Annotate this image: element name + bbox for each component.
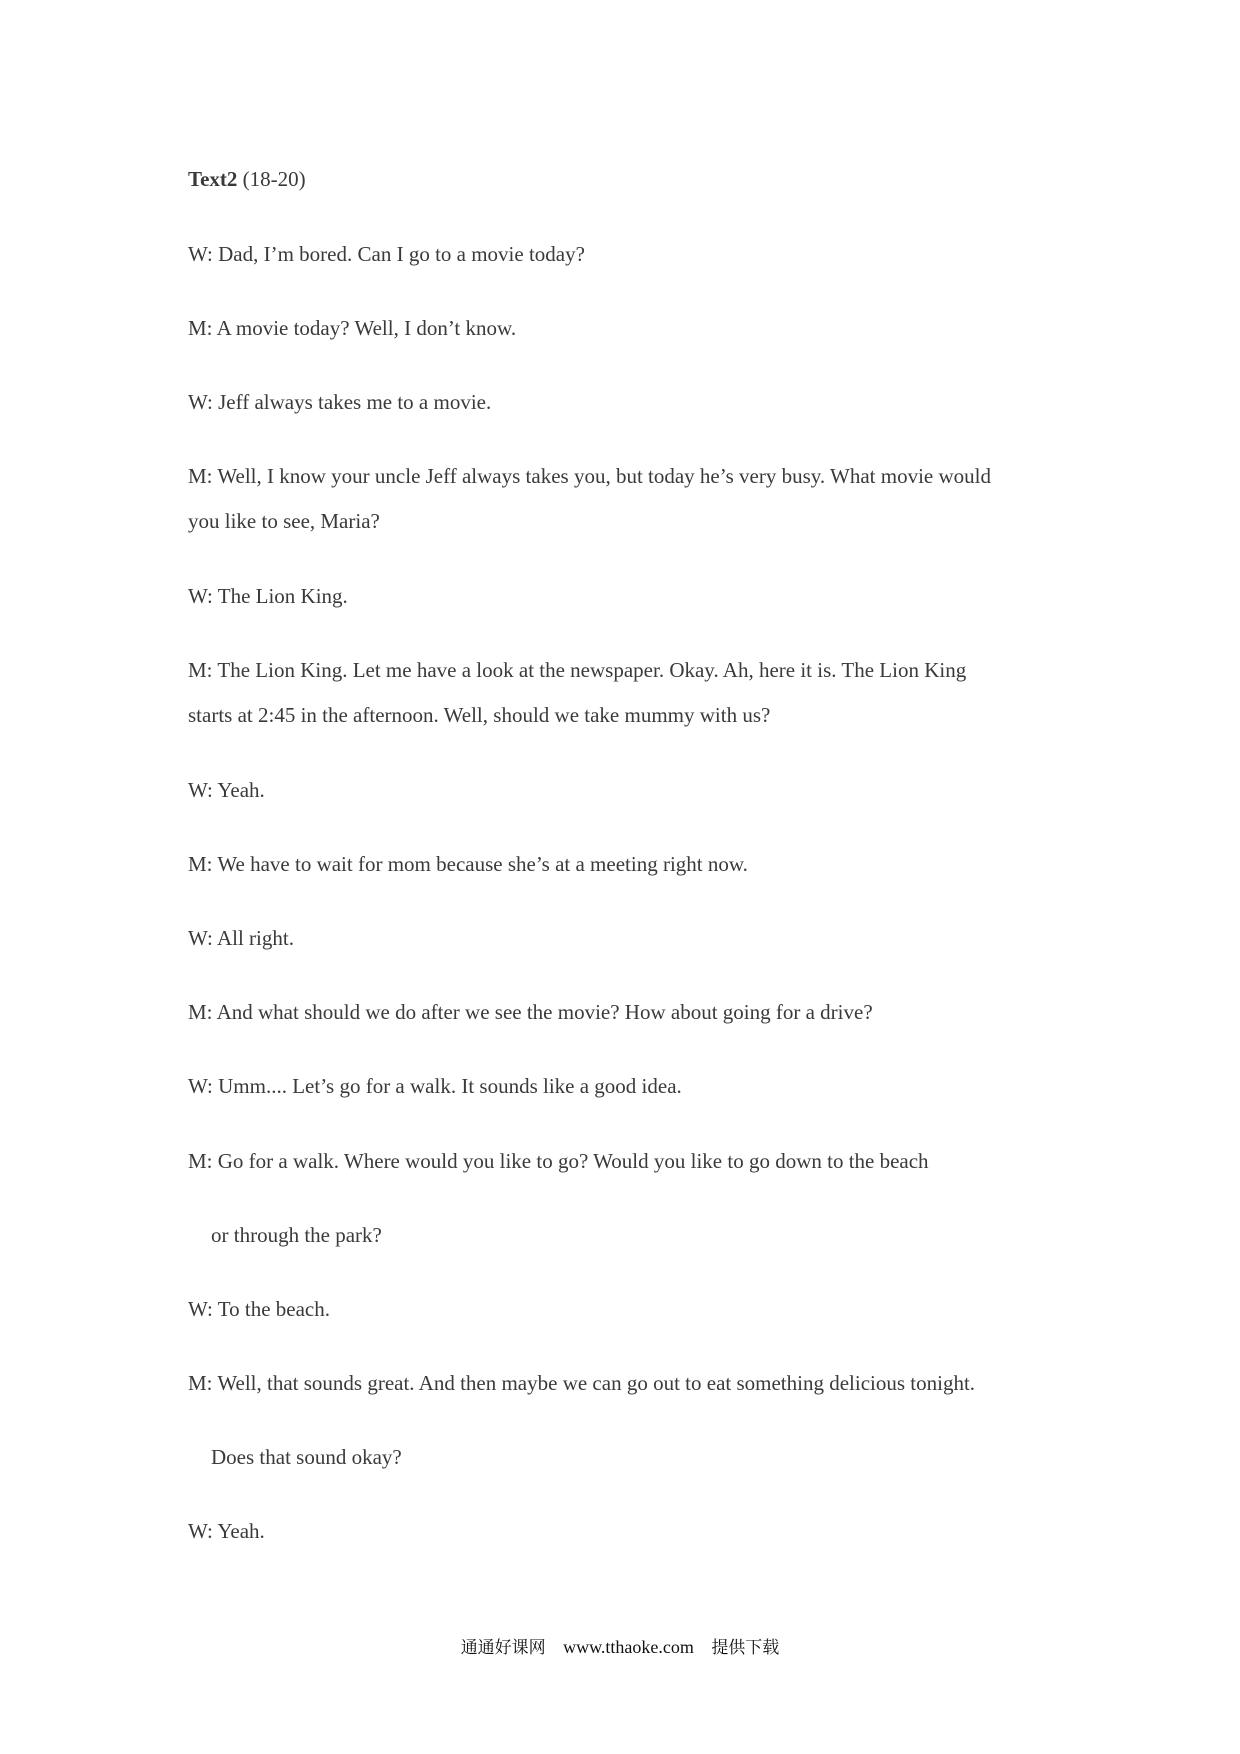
dialogue-line-continuation: Does that sound okay? xyxy=(211,1445,402,1469)
dialogue-line: M: Well, I know your uncle Jeff always takes you, but today he’s very busy. What movie would xyxy=(188,464,991,488)
dialogue-line: W: All right. xyxy=(188,926,294,950)
dialogue-line: W: Dad, I’m bored. Can I go to a movie today? xyxy=(188,242,585,266)
footer-suffix: 提供下载 xyxy=(711,1638,780,1658)
dialogue-line: M: Go for a walk. Where would you like to go? Would you like to go down to the beach xyxy=(188,1149,929,1173)
dialogue-line: W: Yeah. xyxy=(188,1519,265,1543)
heading-range: (18-20) xyxy=(237,167,306,191)
page-footer xyxy=(0,1633,1240,1658)
footer-site-name: 通通好课网 xyxy=(460,1638,546,1658)
dialogue-line: W: To the beach. xyxy=(188,1297,330,1321)
dialogue-line: M: Well, that sounds great. And then maybe we can go out to eat something delicious tonight. xyxy=(188,1371,976,1395)
section-heading xyxy=(188,166,306,192)
dialogue-line: W: The Lion King. xyxy=(188,584,348,608)
dialogue-line: M: And what should we do after we see the movie? How about going for a drive? xyxy=(188,1000,873,1024)
heading-label: Text2 xyxy=(188,167,238,191)
dialogue-line: W: Jeff always takes me to a movie. xyxy=(188,390,492,414)
dialogue-line: W: Yeah. xyxy=(188,778,265,802)
dialogue-line-continuation: or through the park? xyxy=(211,1223,382,1247)
dialogue-line: M: The Lion King. Let me have a look at the newspaper. Okay. Ah, here it is. The Lion King xyxy=(188,658,967,682)
dialogue-line-continuation: you like to see, Maria? xyxy=(188,509,380,533)
dialogue-line: M: We have to wait for mom because she’s at a meeting right now. xyxy=(188,852,748,876)
footer-url-link[interactable]: www.tthaoke.com xyxy=(563,1637,694,1657)
dialogue-line: M: A movie today? Well, I don’t know. xyxy=(188,316,517,340)
dialogue-line-continuation: starts at 2:45 in the afternoon. Well, should we take mummy with us? xyxy=(188,703,771,727)
dialogue-line: W: Umm.... Let’s go for a walk. It sounds like a good idea. xyxy=(188,1074,682,1098)
